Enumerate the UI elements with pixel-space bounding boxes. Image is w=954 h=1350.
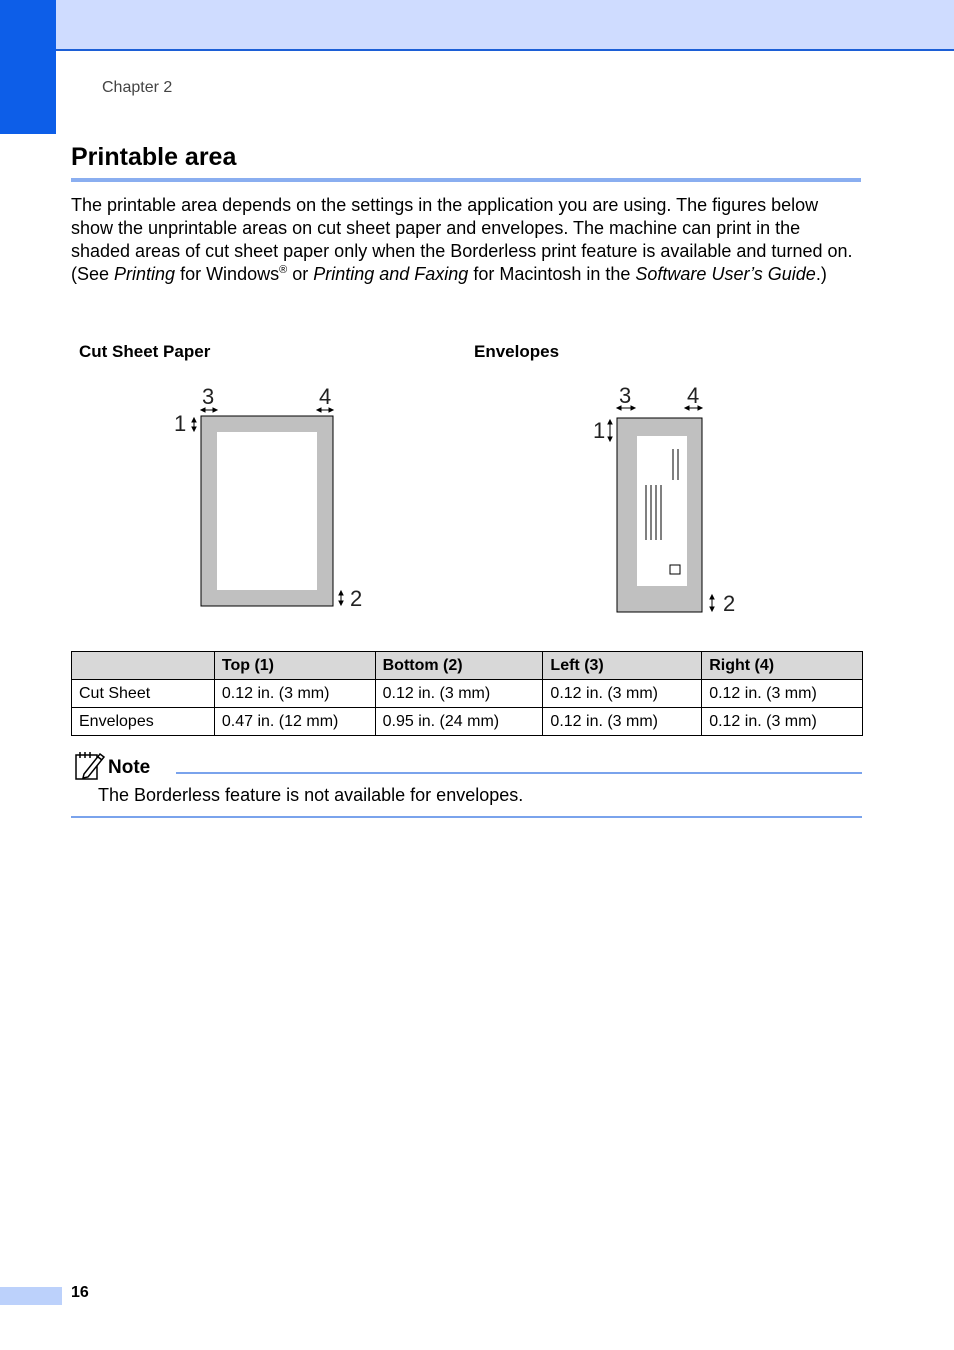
table-cell: 0.12 in. (3 mm) <box>375 680 543 708</box>
cut-sheet-diagram <box>160 375 380 620</box>
ref-printing-faxing: Printing and Faxing <box>313 264 469 284</box>
table-header-cell: Bottom (2) <box>375 652 543 680</box>
envelope-diagram <box>580 375 760 625</box>
section-title: Printable area <box>71 143 237 171</box>
cut-label-3: 3 <box>202 384 215 409</box>
envelope-printable-area <box>637 436 687 586</box>
ref-software-guide: Software User’s Guide <box>635 264 816 284</box>
note-rule-top <box>176 772 862 774</box>
table-cell: Envelopes <box>72 708 215 736</box>
para-text-5: .) <box>815 264 827 284</box>
para-text-3: or <box>287 264 314 284</box>
page-number: 16 <box>71 1284 89 1301</box>
registered-mark: ® <box>279 264 288 276</box>
table-cell: 0.47 in. (12 mm) <box>214 708 375 736</box>
note-pencil-icon <box>74 750 106 782</box>
stamp-box <box>670 565 680 574</box>
table-cell: 0.12 in. (3 mm) <box>702 708 863 736</box>
cut-label-2: 2 <box>350 586 363 611</box>
para-text-1: The printable area depends on the settings in the application you are using. The figures below show the unprintable areas on cut sheet paper and envelopes. The machine can print in the shaded areas of cut sheet paper only when the Borderless print feature is available and turned on. (See <box>71 195 853 284</box>
cut-sheet-printable-area <box>217 432 317 590</box>
table-cell: 0.12 in. (3 mm) <box>543 708 702 736</box>
table-header-cell: Left (3) <box>543 652 702 680</box>
env-label-2: 2 <box>723 591 736 616</box>
para-text-2: for Windows <box>175 264 280 284</box>
margins-table <box>71 651 863 736</box>
cut-sheet-title: Cut Sheet Paper <box>79 342 211 361</box>
chapter-label: Chapter 2 <box>102 79 173 96</box>
para-text-4: for Macintosh in the <box>468 264 636 284</box>
footer-tab <box>0 1287 62 1305</box>
header-band <box>0 0 954 51</box>
table-row <box>72 680 863 708</box>
table-header-cell <box>72 652 215 680</box>
table-cell: 0.12 in. (3 mm) <box>702 680 863 708</box>
env-label-1: 1 <box>593 418 606 443</box>
note-label: Note <box>108 757 151 778</box>
table-header-cell: Right (4) <box>702 652 863 680</box>
intro-paragraph <box>71 194 861 286</box>
cut-label-1: 1 <box>174 411 187 436</box>
note-rule-bottom <box>71 816 862 818</box>
table-header-row <box>72 652 863 680</box>
ref-printing: Printing <box>114 264 176 284</box>
table-cell: Cut Sheet <box>72 680 215 708</box>
cut-label-4: 4 <box>319 384 332 409</box>
title-rule <box>71 178 861 182</box>
table-cell: 0.95 in. (24 mm) <box>375 708 543 736</box>
table-cell: 0.12 in. (3 mm) <box>543 680 702 708</box>
table-cell: 0.12 in. (3 mm) <box>214 680 375 708</box>
env-label-3: 3 <box>619 383 632 408</box>
env-label-4: 4 <box>687 383 700 408</box>
chapter-tab <box>0 0 56 134</box>
note-text: The Borderless feature is not available for envelopes. <box>98 785 524 805</box>
table-header-cell: Top (1) <box>214 652 375 680</box>
envelopes-title: Envelopes <box>474 342 560 361</box>
table-row <box>72 708 863 736</box>
